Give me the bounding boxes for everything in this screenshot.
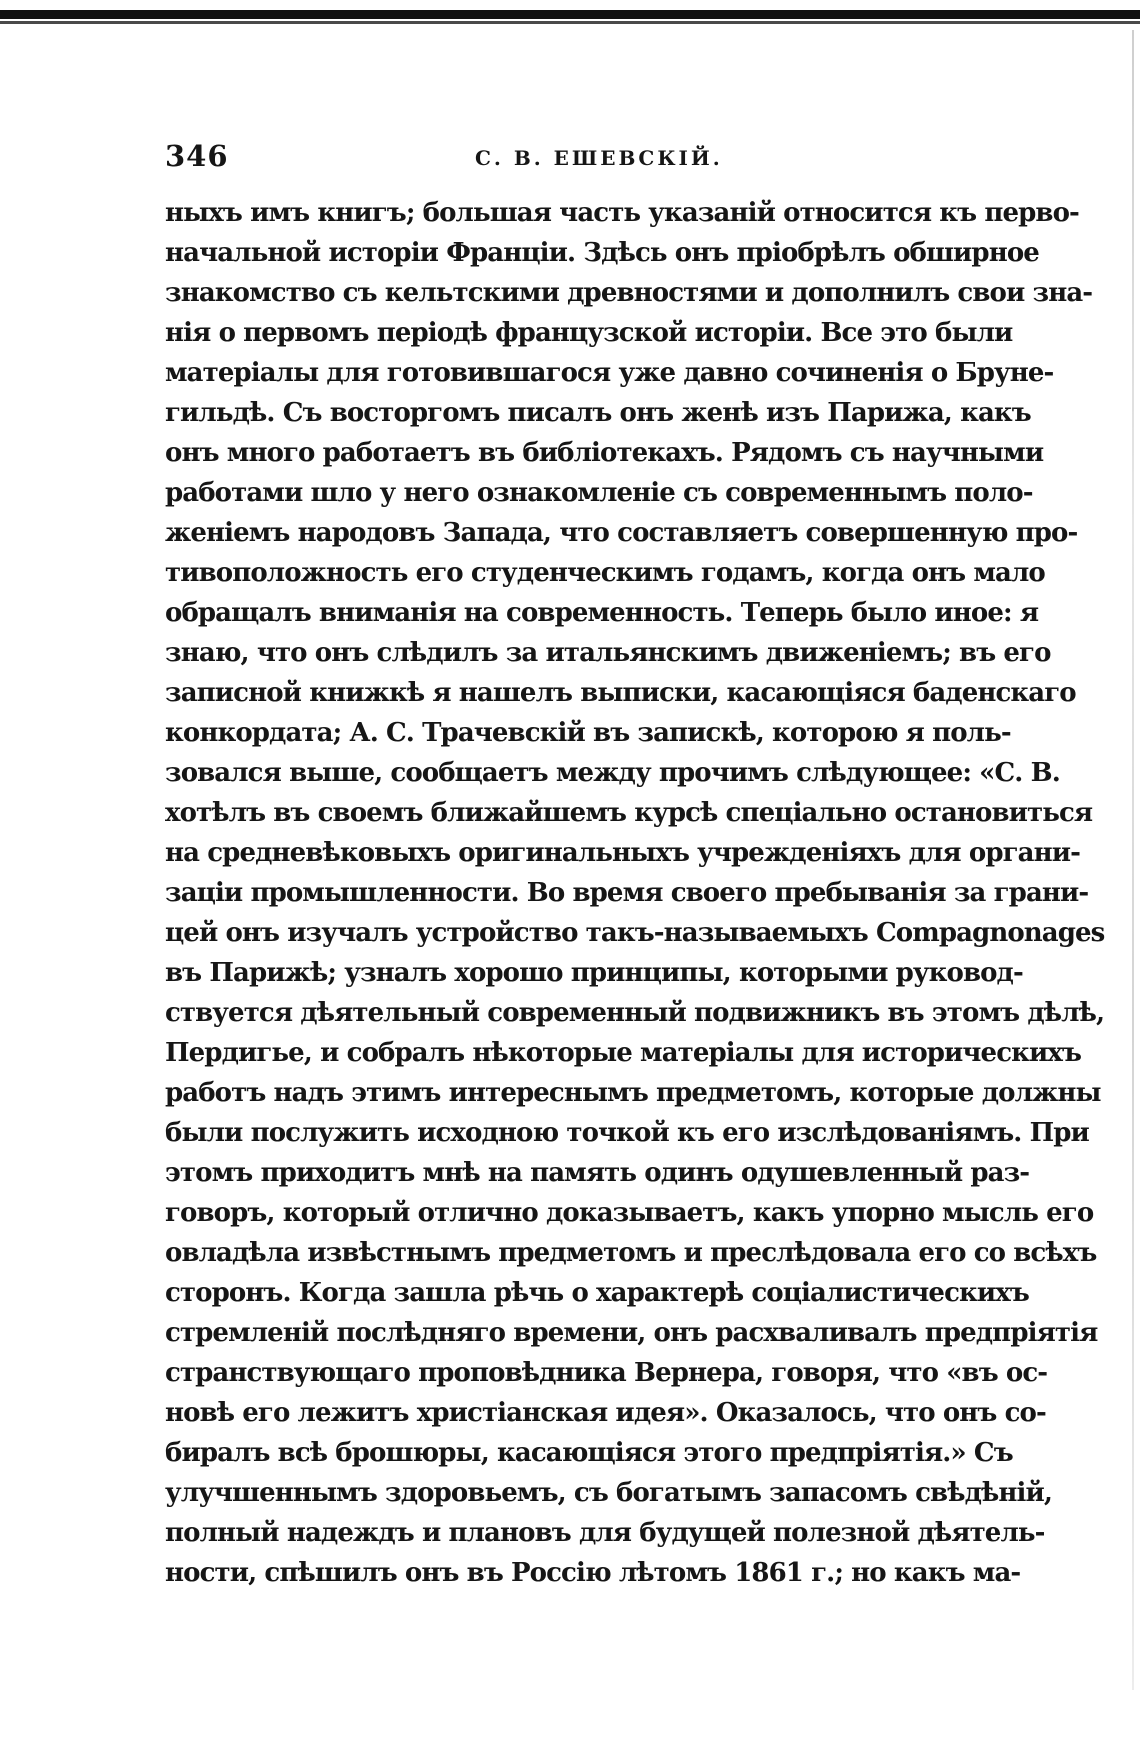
text-line: на средневѣковыхъ оригинальныхъ учрежденіяхъ для органи- bbox=[165, 838, 1081, 868]
text-line: цей онъ изучалъ устройство такъ-называемыхъ Compagnonages bbox=[165, 918, 1105, 948]
text-line: были послужить исходною точкой къ его изслѣдованіямъ. При bbox=[165, 1118, 1089, 1148]
text-line: ныхъ имъ книгъ; большая часть указаній относится къ перво- bbox=[165, 198, 1079, 228]
text-line: нія о первомъ періодѣ французской исторіи. Все это были bbox=[165, 318, 1013, 348]
page-header bbox=[165, 136, 995, 176]
page-number: 346 bbox=[165, 139, 229, 173]
text-line: гильдѣ. Съ восторгомъ писалъ онъ женѣ изъ Парижа, какъ bbox=[165, 398, 1031, 428]
text-line: странствующаго проповѣдника Вернера, говоря, что «въ ос- bbox=[165, 1358, 1048, 1388]
text-line: биралъ всѣ брошюры, касающіяся этого предпріятія.» Съ bbox=[165, 1438, 1013, 1468]
text-line: ствуется дѣятельный современный подвижникъ въ этомъ дѣлѣ, bbox=[165, 998, 1105, 1028]
text-line: сторонъ. Когда зашла рѣчь о характерѣ соціалистическихъ bbox=[165, 1278, 1029, 1308]
text-line: этомъ приходитъ мнѣ на память одинъ одушевленный раз- bbox=[165, 1158, 1030, 1188]
text-line: ности, спѣшилъ онъ въ Россію лѣтомъ 1861 г.; но какъ ма- bbox=[165, 1558, 1021, 1588]
text-line: овладѣла извѣстнымъ предметомъ и преслѣдовала его со всѣхъ bbox=[165, 1238, 1097, 1268]
text-line: въ Парижѣ; узналъ хорошо принципы, которыми руковод- bbox=[165, 958, 1023, 988]
text-line: записной книжкѣ я нашелъ выписки, касающіяся баденскаго bbox=[165, 678, 1076, 708]
text-line: полный надеждъ и плановъ для будущей полезной дѣятель- bbox=[165, 1518, 1045, 1548]
running-head: С. В. ЕШЕВСКІЙ. bbox=[475, 146, 723, 170]
text-line: зовался выше, сообщаетъ между прочимъ слѣдующее: «С. В. bbox=[165, 758, 1060, 788]
text-line: Пердигье, и собралъ нѣкоторые матеріалы для историческихъ bbox=[165, 1038, 1082, 1068]
text-line: знакомство съ кельтскими древностями и дополнилъ свои зна- bbox=[165, 278, 1093, 308]
text-line: тивоположность его студенческимъ годамъ, когда онъ мало bbox=[165, 558, 1045, 588]
text-line: работами шло у него ознакомленіе съ современнымъ поло- bbox=[165, 478, 1033, 508]
text-line: обращалъ вниманія на современность. Теперь было иное: я bbox=[165, 598, 1039, 628]
right-scan-edge bbox=[1132, 30, 1134, 1690]
text-line: онъ много работаетъ въ библіотекахъ. Рядомъ съ научными bbox=[165, 438, 1044, 468]
text-line: хотѣлъ въ своемъ ближайшемъ курсѣ спеціально остановиться bbox=[165, 798, 1093, 828]
text-line: работъ надъ этимъ интереснымъ предметомъ, которые должны bbox=[165, 1078, 1101, 1108]
text-line: улучшеннымъ здоровьемъ, съ богатымъ запасомъ свѣдѣній, bbox=[165, 1478, 1053, 1508]
text-line: заціи промышленности. Во время своего пребыванія за грани- bbox=[165, 878, 1089, 908]
text-line: матеріалы для готовившагося уже давно сочиненія о Бруне- bbox=[165, 358, 1054, 388]
text-line: конкордата; А. С. Трачевскій въ запискѣ, которою я поль- bbox=[165, 718, 1011, 748]
text-line: начальной исторіи Франціи. Здѣсь онъ пріобрѣлъ обширное bbox=[165, 238, 1039, 268]
text-line: знаю, что онъ слѣдилъ за итальянскимъ движеніемъ; въ его bbox=[165, 638, 1051, 668]
text-line: стремленій послѣдняго времени, онъ расхваливалъ предпріятія bbox=[165, 1318, 1098, 1348]
top-scan-border bbox=[0, 10, 1140, 19]
body-text bbox=[165, 193, 1105, 1593]
text-line: новѣ его лежитъ христіанская идея». Оказалось, что онъ со- bbox=[165, 1398, 1046, 1428]
text-line: говоръ, который отлично доказываетъ, какъ упорно мысль его bbox=[165, 1198, 1094, 1228]
top-scan-border-shadow bbox=[0, 21, 1140, 24]
text-line: женіемъ народовъ Запада, что составляетъ совершенную про- bbox=[165, 518, 1078, 548]
